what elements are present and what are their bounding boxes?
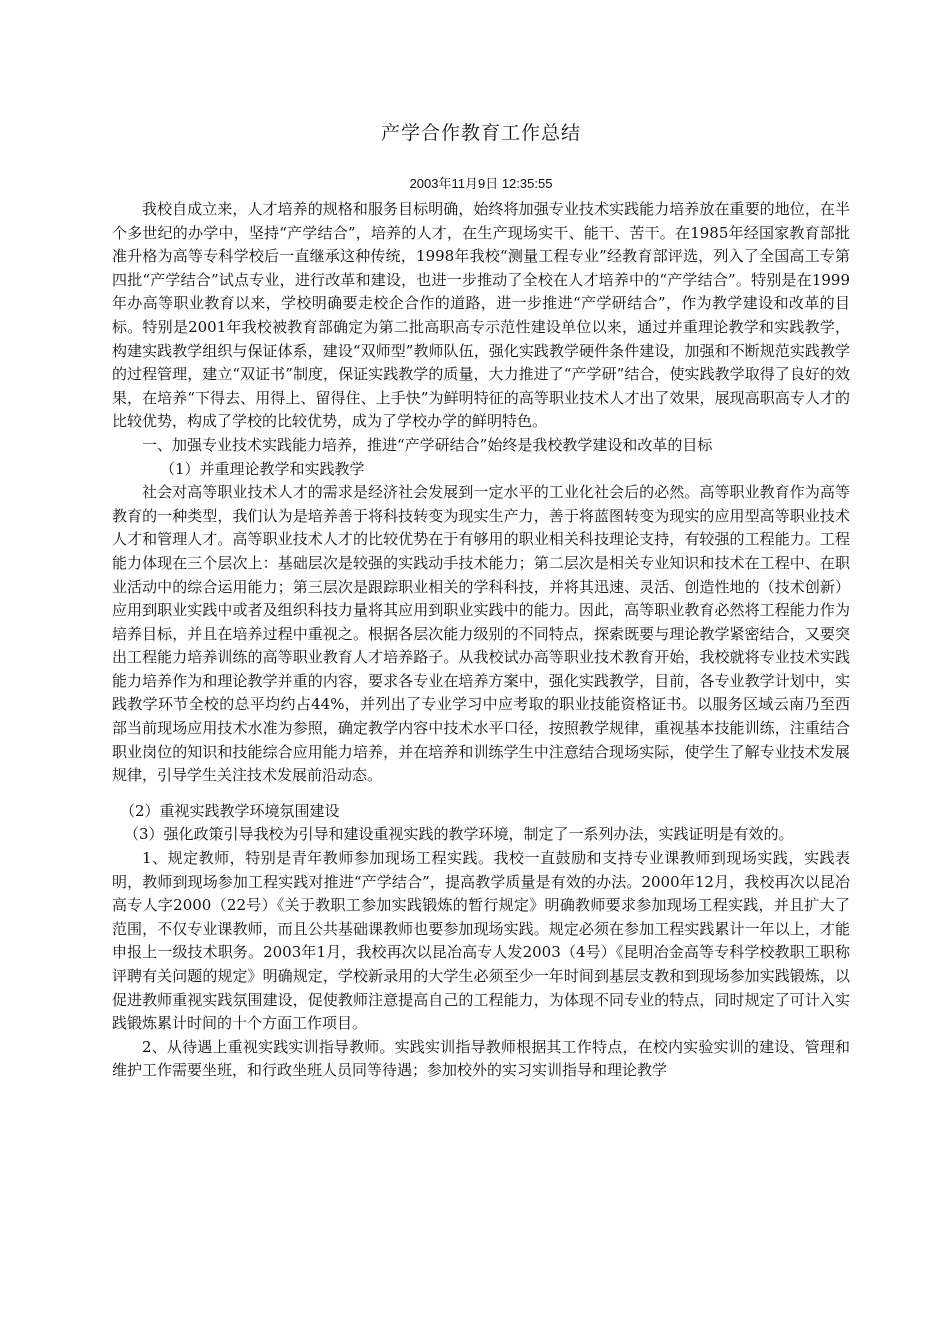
document-date: 2003年11月9日 12:35:55 [409, 176, 553, 191]
intro-paragraph: 我校自成立来，人才培养的规格和服务目标明确，始终将加强专业技术实践能力培养放在重要的地位，在半个多世纪的办学中，坚持“产学结合”，培养的人才，在生产现场实干、能干、苦干。在1985年经国家教育部批准升格为高等专科学校后一直继承这种传统，1998年我校“测量工程专业”经教育部评选，列入了全国高工专第四批“产学结合”试点专业，进行改革和建设，也进一步推动了全校在人才培养中的“产学结合”。特别是在1999年办高等职业教育以来，学校明确要走校企合作的道路，进一步推进“产学研结合”，作为教学建设和改革的目标。特别是2001年我校被教育部确定为第二批高职高专示范性建设单位以来，通过并重理论教学和实践教学，构建实践教学组织与保证体系，建设“双师型”教师队伍，强化实践教学硬件条件建设，加强和不断规范实践教学的过程管理，建立“双证书”制度，保证实践教学的质量，大力推进了“产学研”结合，使实践教学取得了良好的效果，在培养“下得去、用得上、留得住、上手快”为鲜明特征的高等职业技术人才出了效果，展现高职高专人才的比较优势，构成了学校的比较优势，成为了学校办学的鲜明特色。 [112, 200, 850, 431]
document-body [112, 198, 850, 1083]
subheading-2: （2）重视实践教学环境氛围建设 [120, 801, 340, 820]
item-2-paragraph: 2、从待遇上重视实践实训指导教师。实践实训指导教师根据其工作特点，在校内实验实训的建设、管理和维护工作需要坐班，和行政坐班人员同等待遇；参加校外的实习实训指导和理论教学 [112, 1037, 850, 1080]
subheading-3: （3）强化政策引导我校为引导和建设重视实践的教学环境，制定了一系列办法，实践证明是有效的。 [124, 825, 794, 844]
subsection-1-paragraph: 社会对高等职业技术人才的需求是经济社会发展到一定水平的工业化社会后的必然。高等职业教育作为高等教育的一种类型，我们认为是培养善于将科技转变为现实生产力，善于将蓝图转变为现实的应用型高等职业技术人才和管理人才。高等职业技术人才的比较优势在于有够用的职业相关科技理论支持，有较强的工程能力。工程能力体现在三个层次上：基础层次是较强的实践动手技术能力；第二层次是相关专业知识和技术在工程中、在职业活动中的综合运用能力；第三层次是跟踪职业相关的学科科技，并将其迅速、灵活、创造性地的（技术创新）应用到职业实践中或者及组织科技力量将其应用到职业实践中的能力。因此，高等职业教育必然将工程能力作为培养目标，并且在培养过程中重视之。根据各层次能力级别的不同特点，探索既要与理论教学紧密结合，又要突出工程能力培养训练的高等职业教育人才培养路子。从我校试办高等职业技术教育开始，我校就将专业技术实践能力培养作为和理论教学并重的内容，要求各专业在培养方案中，强化实践教学，目前，各专业教学计划中，实践教学环节全校的总平均约占44%，并列出了专业学习中应考取的职业技能资格证书。以服务区域云南乃至西部当前现场应用技术水准为参照，确定教学内容中技术水平口径，按照教学规律，重视基本技能训练，注重结合职业岗位的知识和技能综合应用能力培养，并在培养和训练学生中注意结合现场实际，使学生了解专业技术发展规律，引导学生关注技术发展前沿动态。 [112, 483, 850, 785]
document-title: 产学合作教育工作总结 [380, 122, 581, 144]
item-1-paragraph: 1、规定教师，特别是青年教师参加现场工程实践。我校一直鼓励和支持专业课教师到现场实践，实践表明，教师到现场参加工程实践对推进“产学结合”，提高教学质量是有效的办法。2000年12月，我校再次以昆冶高专人字2000（22号）《关于教职工参加实践锻炼的暂行规定》明确教师要求参加现场工程实践，并且扩大了范围，不仅专业课教师，而且公共基础课教师也要参加现场实践。规定必须在参加工程实践累计一年以上，才能申报上一级技术职务。2003年1月，我校再次以昆冶高专人发2003（4号）《昆明冶金高等专科学校教职工职称评聘有关问题的规定》明确规定，学校新录用的大学生必须至少一年时间到基层支教和到现场参加实践锻炼，以促进教师重视实践氛围建设，促使教师注意提高自己的工程能力，为体现不同专业的特点，同时规定了可计入实践锻炼累计时间的十个方面工作项目。 [112, 849, 850, 1033]
section-heading-1: 一、加强专业技术实践能力培养，推进“产学研结合”始终是我校教学建设和改革的目标 [142, 435, 713, 454]
subheading-1: （1）并重理论教学和实践教学 [160, 459, 365, 478]
spacer [112, 788, 850, 800]
